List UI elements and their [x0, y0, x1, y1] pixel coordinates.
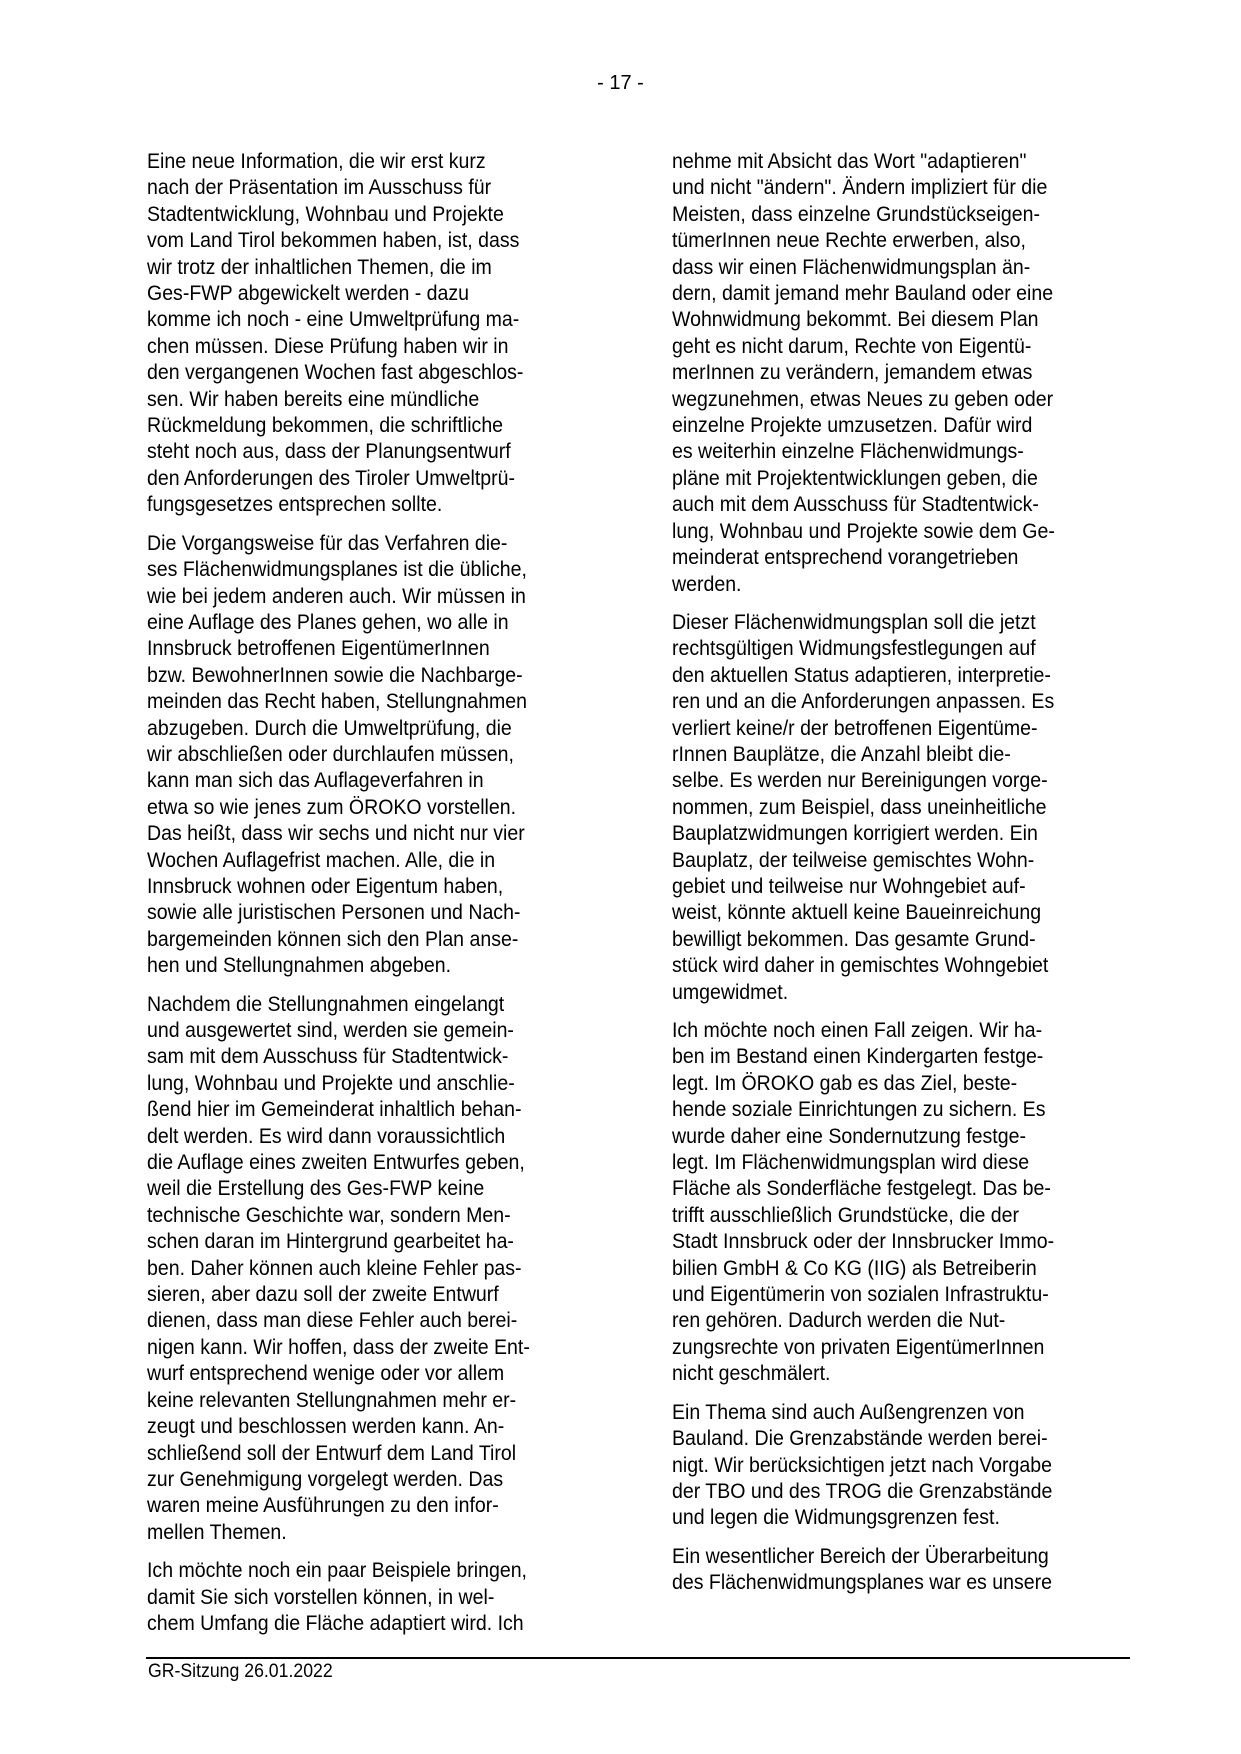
text-line: waren meine Ausführungen zu den infor- — [147, 1494, 499, 1518]
text-line: Ich möchte noch ein paar Beispiele bringen, — [147, 1559, 527, 1583]
text-line: Fläche als Sonderfläche festgelegt. Das be- — [672, 1177, 1051, 1201]
text-line: umgewidmet. — [672, 980, 789, 1004]
text-line: Eine neue Information, die wir erst kurz — [147, 150, 486, 173]
paragraph — [672, 1018, 1132, 1388]
text-line: rInnen Bauplätze, die Anzahl bleibt die- — [672, 742, 1011, 766]
text-line: Ein wesentlicher Bereich der Überarbeitung — [672, 1544, 1049, 1568]
text-line: bilien GmbH & Co KG (IIG) als Betreiberin — [672, 1256, 1037, 1280]
text-line: meinderat entsprechend vorangetrieben — [672, 546, 1019, 570]
text-line: den aktuellen Status adaptieren, interpretie- — [672, 663, 1051, 687]
text-line: chen müssen. Diese Prüfung haben wir in — [147, 334, 509, 358]
text-line: legt. Im Flächenwidmungsplan wird diese — [672, 1151, 1030, 1175]
text-line: ben. Daher können auch kleine Fehler pas- — [147, 1256, 522, 1280]
paragraph — [147, 992, 607, 1547]
text-line: zur Genehmigung vorgelegt werden. Das — [147, 1467, 504, 1491]
text-line: stück wird daher in gemischtes Wohngebiet — [672, 954, 1049, 978]
text-line: zungsrechte von privaten EigentümerInnen — [672, 1335, 1045, 1359]
text-line: sen. Wir haben bereits eine mündliche — [147, 387, 480, 411]
text-line: Bauplatz, der teilweise gemischtes Wohn- — [672, 848, 1035, 872]
text-line: wir trotz der inhaltlichen Themen, die im — [147, 255, 492, 279]
text-line: wurf entsprechend wenige oder vor allem — [147, 1362, 505, 1386]
text-line: ses Flächenwidmungsplanes ist die übliche, — [147, 558, 527, 582]
text-line: delt werden. Es wird dann voraussichtlich — [147, 1124, 506, 1148]
text-line: ren gehören. Dadurch werden die Nut- — [672, 1309, 1006, 1333]
text-line: bewilligt bekommen. Das gesamte Grund- — [672, 927, 1036, 951]
paragraph — [672, 1400, 1132, 1532]
text-line: steht noch aus, dass der Planungsentwurf — [147, 440, 511, 464]
text-line: selbe. Es werden nur Bereinigungen vorge- — [672, 769, 1048, 793]
text-line: vom Land Tirol bekommen haben, ist, dass — [147, 229, 520, 253]
text-line: komme ich noch - eine Umweltprüfung ma- — [147, 308, 520, 332]
text-line: damit Sie sich vorstellen können, in wel- — [147, 1585, 495, 1609]
text-line: weil die Erstellung des Ges-FWP keine — [147, 1177, 485, 1201]
text-line: Das heißt, dass wir sechs und nicht nur vier — [147, 822, 525, 846]
text-line: Ich möchte noch einen Fall zeigen. Wir ha- — [672, 1019, 1043, 1042]
text-line: nigt. Wir berücksichtigen jetzt nach Vorgabe — [672, 1453, 1052, 1477]
footer-session-date: GR-Sitzung 26.01.2022 — [148, 1661, 333, 1682]
text-line: wegzunehmen, etwas Neues zu geben oder — [672, 387, 1054, 411]
text-line: wir abschließen oder durchlaufen müssen, — [147, 742, 514, 766]
text-line: Dieser Flächenwidmungsplan soll die jetzt — [672, 610, 1036, 634]
paragraph — [147, 1558, 607, 1637]
text-line: Rückmeldung bekommen, die schriftliche — [147, 414, 504, 438]
text-line: ben im Bestand einen Kindergarten festge- — [672, 1045, 1044, 1069]
text-line: lung, Wohnbau und Projekte und anschlie- — [147, 1071, 515, 1095]
text-line: schließend soll der Entwurf dem Land Tirol — [147, 1441, 517, 1465]
text-line: den vergangenen Wochen fast abgeschlos- — [147, 361, 524, 385]
text-line: legt. Im ÖROKO gab es das Ziel, beste- — [672, 1071, 1018, 1095]
text-line: keine relevanten Stellungnahmen mehr er- — [147, 1388, 517, 1412]
paragraph — [672, 610, 1132, 1006]
text-line: wurde daher eine Sondernutzung festge- — [672, 1124, 1026, 1148]
text-line: und ausgewertet sind, werden sie gemein- — [147, 1019, 514, 1042]
right-column — [672, 149, 1132, 1609]
page-number: - 17 - — [597, 72, 644, 94]
text-line: des Flächenwidmungsplanes war es unsere — [672, 1571, 1052, 1595]
text-line: tümerInnen neue Rechte erwerben, also, — [672, 229, 1026, 253]
text-line: Stadtentwicklung, Wohnbau und Projekte — [147, 202, 504, 226]
text-line: Meisten, dass einzelne Grundstückseigen- — [672, 202, 1041, 226]
text-line: es weiterhin einzelne Flächenwidmungs- — [672, 440, 1024, 464]
text-line: Innsbruck betroffenen EigentümerInnen — [147, 637, 490, 661]
text-line: Stadt Innsbruck oder der Innsbrucker Immo- — [672, 1230, 1055, 1254]
paragraph — [147, 531, 607, 980]
text-line: verliert keine/r der betroffenen Eigentüme- — [672, 716, 1038, 740]
left-column — [147, 149, 607, 1649]
text-line: Bauplatzwidmungen korrigiert werden. Ein — [672, 822, 1038, 846]
paragraph — [672, 1544, 1132, 1597]
text-line: sieren, aber dazu soll der zweite Entwurf — [147, 1283, 499, 1307]
text-line: weist, könnte aktuell keine Baueinreichung — [672, 901, 1042, 925]
text-line: sam mit dem Ausschuss für Stadtentwick- — [147, 1045, 509, 1069]
text-line: abzugeben. Durch die Umweltprüfung, die — [147, 716, 512, 740]
text-line: Ges-FWP abgewickelt werden - dazu — [147, 282, 470, 306]
text-line: chem Umfang die Fläche adaptiert wird. Ich — [147, 1611, 524, 1635]
text-line: eine Auflage des Planes gehen, wo alle in — [147, 610, 509, 634]
text-line: einzelne Projekte umzusetzen. Dafür wird — [672, 414, 1033, 438]
text-line: fungsgesetzes entsprechen sollte. — [147, 493, 443, 517]
text-line: nigen kann. Wir hoffen, dass der zweite Ent- — [147, 1335, 530, 1359]
text-line: geht es nicht darum, Rechte von Eigentü- — [672, 334, 1032, 358]
text-line: bzw. BewohnerInnen sowie die Nachbarge- — [147, 663, 523, 687]
text-line: rechtsgültigen Widmungsfestlegungen auf — [672, 637, 1036, 661]
text-line: nicht geschmälert. — [672, 1362, 831, 1386]
text-line: und legen die Widmungsgrenzen fest. — [672, 1506, 1000, 1530]
text-line: mellen Themen. — [147, 1520, 287, 1544]
text-line: technische Geschichte war, sondern Men- — [147, 1203, 511, 1227]
text-line: lung, Wohnbau und Projekte sowie dem Ge- — [672, 519, 1055, 543]
text-line: nehme mit Absicht das Wort "adaptieren" — [672, 150, 1027, 173]
text-line: und Eigentümerin von sozialen Infrastruktu- — [672, 1283, 1049, 1307]
text-line: etwa so wie jenes zum ÖROKO vorstellen. — [147, 795, 517, 819]
text-line: sowie alle juristischen Personen und Nach- — [147, 901, 521, 925]
text-line: ren und an die Anforderungen anpassen. Es — [672, 690, 1055, 714]
text-line: Nachdem die Stellungnahmen eingelangt — [147, 992, 505, 1016]
text-line: zeugt und beschlossen werden kann. An- — [147, 1415, 505, 1439]
text-line: ßend hier im Gemeinderat inhaltlich behan- — [147, 1098, 522, 1122]
text-line: Die Vorgangsweise für das Verfahren die- — [147, 531, 508, 555]
text-line: Wohnwidmung bekommt. Bei diesem Plan — [672, 308, 1039, 332]
text-line: gebiet und teilweise nur Wohngebiet auf- — [672, 874, 1026, 898]
text-line: die Auflage eines zweiten Entwurfes geben, — [147, 1151, 525, 1175]
text-line: Bauland. Die Grenzabstände werden berei- — [672, 1427, 1048, 1451]
footer-divider — [146, 1657, 1130, 1659]
text-line: Ein Thema sind auch Außengrenzen von — [672, 1400, 1025, 1424]
text-line: hende soziale Einrichtungen zu sichern. Es — [672, 1098, 1046, 1122]
text-line: und nicht "ändern". Ändern impliziert für die — [672, 176, 1048, 200]
text-line: dass wir einen Flächenwidmungsplan än- — [672, 255, 1031, 279]
text-line: pläne mit Projektentwicklungen geben, die — [672, 466, 1038, 490]
text-line: trifft ausschließlich Grundstücke, die der — [672, 1203, 1019, 1227]
text-line: wie bei jedem anderen auch. Wir müssen in — [147, 584, 526, 608]
text-line: kann man sich das Auflageverfahren in — [147, 769, 484, 793]
text-line: nach der Präsentation im Ausschuss für — [147, 176, 492, 200]
text-line: meinden das Recht haben, Stellungnahmen — [147, 690, 528, 714]
text-line: nommen, zum Beispiel, dass uneinheitliche — [672, 795, 1047, 819]
text-line: bargemeinden können sich den Plan anse- — [147, 927, 519, 951]
text-line: hen und Stellungnahmen abgeben. — [147, 954, 452, 978]
paragraph — [672, 149, 1132, 598]
text-line: Innsbruck wohnen oder Eigentum haben, — [147, 874, 504, 898]
text-line: Wochen Auflagefrist machen. Alle, die in — [147, 848, 496, 872]
text-line: dienen, dass man diese Fehler auch berei- — [147, 1309, 518, 1333]
paragraph — [147, 149, 607, 519]
text-line: den Anforderungen des Tiroler Umweltprü- — [147, 466, 516, 490]
text-line: merInnen zu verändern, jemandem etwas — [672, 361, 1033, 385]
text-line: werden. — [672, 572, 742, 596]
text-line: der TBO und des TROG die Grenzabstände — [672, 1479, 1053, 1503]
text-line: schen daran im Hintergrund gearbeitet ha- — [147, 1230, 514, 1254]
text-line: dern, damit jemand mehr Bauland oder eine — [672, 282, 1054, 306]
text-line: auch mit dem Ausschuss für Stadtentwick- — [672, 493, 1039, 517]
